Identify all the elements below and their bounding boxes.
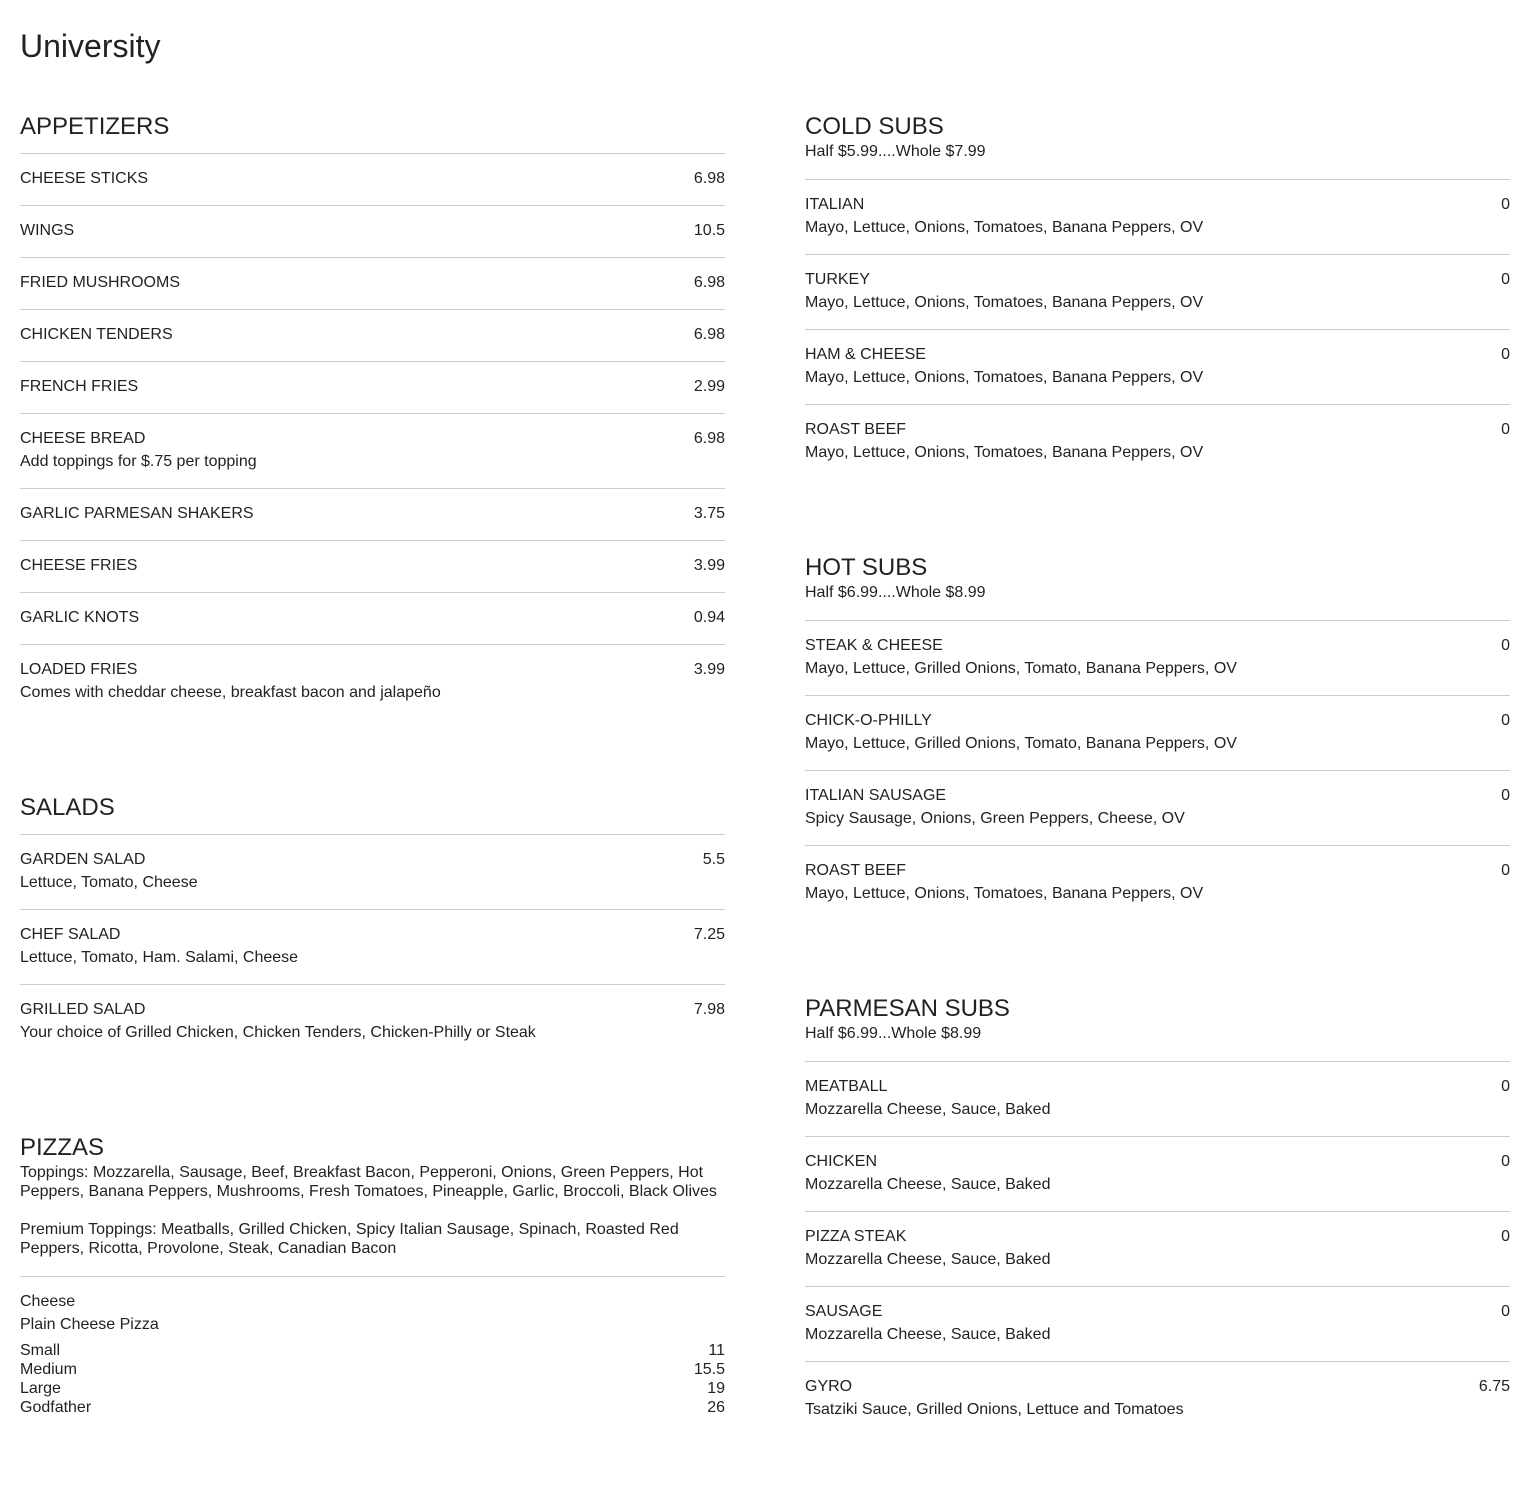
section-note: Half $5.99....Whole $7.99 — [805, 143, 986, 160]
item-price: 0 — [1501, 1078, 1510, 1095]
menu-item-header — [20, 377, 725, 397]
item-name: ITALIAN SAUSAGE — [805, 787, 947, 804]
size-price: 26 — [707, 1399, 725, 1416]
item-price: 0 — [1501, 1153, 1510, 1170]
menu-item-header — [805, 1227, 1510, 1247]
item-description: Lettuce, Tomato, Cheese — [20, 874, 198, 891]
item-price: 0 — [1501, 862, 1510, 879]
item-description: Mayo, Lettuce, Grilled Onions, Tomato, Banana Peppers, OV — [805, 735, 1237, 752]
right-column — [805, 113, 1510, 1511]
menu-item-header — [805, 1377, 1510, 1397]
item-price: 6.75 — [1478, 1378, 1510, 1395]
item-description: Spicy Sausage, Onions, Green Peppers, Cheese, OV — [805, 810, 1185, 827]
item-name: ITALIAN — [805, 196, 865, 213]
item-description: Your choice of Grilled Chicken, Chicken Tenders, Chicken-Philly or Steak — [20, 1024, 536, 1041]
menu-section-parmesan-subs — [805, 995, 1510, 1436]
menu-item — [20, 909, 725, 984]
menu-item-header — [805, 636, 1510, 656]
menu-item-header — [805, 195, 1510, 215]
size-price: 11 — [708, 1342, 725, 1359]
section-description — [805, 1024, 1510, 1043]
section-title: PIZZAS — [20, 1134, 105, 1161]
section-title: SALADS — [20, 794, 115, 821]
size-price: 15.5 — [693, 1361, 725, 1378]
menu-item — [805, 254, 1510, 329]
item-description: Mayo, Lettuce, Onions, Tomatoes, Banana Peppers, OV — [805, 885, 1204, 902]
menu-item — [805, 1211, 1510, 1286]
size-row — [20, 1360, 725, 1379]
item-price: 0 — [1501, 196, 1510, 213]
menu-item-header — [805, 1152, 1510, 1172]
size-label: Small — [20, 1342, 61, 1359]
size-label: Godfather — [20, 1399, 92, 1416]
item-description: Add toppings for $.75 per topping — [20, 453, 257, 470]
menu-item-header — [805, 786, 1510, 806]
section-description — [20, 1163, 725, 1258]
item-price: 3.75 — [693, 505, 725, 522]
menu-item — [20, 644, 725, 719]
item-price: 3.99 — [693, 557, 725, 574]
item-price: 6.98 — [693, 430, 725, 447]
menu-item — [20, 592, 725, 644]
item-name: CHICKEN TENDERS — [20, 326, 173, 343]
item-name: GARDEN SALAD — [20, 851, 146, 868]
menu-item — [20, 309, 725, 361]
section-title: PARMESAN SUBS — [805, 995, 1010, 1022]
section-note: Toppings: Mozzarella, Sausage, Beef, Breakfast Bacon, Pepperoni, Onions, Green Peppers, Hot Peppers, Banana Peppers, Mushrooms, Fresh Tomatoes, Pineapple, Garlic, Broccoli, Black Olives — [20, 1164, 717, 1200]
menu-item — [20, 413, 725, 488]
item-price: 0 — [1501, 787, 1510, 804]
item-price: 0 — [1501, 346, 1510, 363]
item-price: 6.98 — [693, 326, 725, 343]
menu-item — [20, 1276, 725, 1433]
menu-item-header — [20, 429, 725, 449]
menu-item-header — [805, 1077, 1510, 1097]
item-description: Mayo, Lettuce, Onions, Tomatoes, Banana Peppers, OV — [805, 219, 1204, 236]
item-name: CHEESE STICKS — [20, 170, 149, 187]
item-name: LOADED FRIES — [20, 661, 138, 678]
menu-item-header — [20, 850, 725, 870]
item-name: MEATBALL — [805, 1078, 888, 1095]
item-description: Lettuce, Tomato, Ham. Salami, Cheese — [20, 949, 299, 966]
menu-item — [20, 834, 725, 909]
item-name: FRENCH FRIES — [20, 378, 139, 395]
item-name: GARLIC PARMESAN SHAKERS — [20, 505, 254, 522]
item-description: Mayo, Lettuce, Grilled Onions, Tomato, Banana Peppers, OV — [805, 660, 1237, 677]
menu-item-header — [20, 925, 725, 945]
menu-item — [805, 770, 1510, 845]
menu-item — [20, 205, 725, 257]
size-price: 19 — [707, 1380, 725, 1397]
item-description: Plain Cheese Pizza — [20, 1316, 159, 1333]
menu-item — [805, 845, 1510, 920]
menu-section-appetizers — [20, 113, 725, 719]
menu-section-salads — [20, 794, 725, 1059]
item-price: 0 — [1501, 1228, 1510, 1245]
menu-item-header — [20, 660, 725, 680]
item-price: 0 — [1501, 271, 1510, 288]
item-price: 7.25 — [693, 926, 725, 943]
size-row — [20, 1379, 725, 1398]
menu-item-header — [805, 711, 1510, 731]
item-description: Comes with cheddar cheese, breakfast bacon and jalapeño — [20, 684, 441, 701]
section-title: COLD SUBS — [805, 113, 944, 140]
menu-item — [20, 153, 725, 205]
menu-item — [20, 257, 725, 309]
item-name: PIZZA STEAK — [805, 1228, 907, 1245]
menu-item-header — [20, 273, 725, 293]
item-price: 0.94 — [693, 609, 725, 626]
menu-item-header — [805, 1302, 1510, 1322]
item-price: 5.5 — [702, 851, 725, 868]
menu-item-header — [20, 556, 725, 576]
menu-item-header — [20, 221, 725, 241]
menu-item-header — [805, 420, 1510, 440]
item-name: CHEF SALAD — [20, 926, 121, 943]
menu-item-header — [20, 1000, 725, 1020]
item-name: CHICKEN — [805, 1153, 878, 1170]
item-name: GYRO — [805, 1378, 853, 1395]
menu-item — [20, 488, 725, 540]
menu-item — [805, 1136, 1510, 1211]
menu-item — [805, 620, 1510, 695]
menu-item — [805, 1061, 1510, 1136]
item-description: Mozzarella Cheese, Sauce, Baked — [805, 1326, 1051, 1343]
item-description: Mozzarella Cheese, Sauce, Baked — [805, 1176, 1051, 1193]
menu-item — [805, 695, 1510, 770]
menu-item — [20, 984, 725, 1059]
item-description: Mozzarella Cheese, Sauce, Baked — [805, 1101, 1051, 1118]
size-price-list — [20, 1341, 725, 1417]
menu-item — [805, 1361, 1510, 1436]
item-price: 0 — [1501, 421, 1510, 438]
item-name: ROAST BEEF — [805, 862, 907, 879]
page-title: University — [20, 28, 161, 64]
menu-item-header — [20, 1292, 725, 1312]
menu-section-cold-subs — [805, 113, 1510, 479]
item-name: GRILLED SALAD — [20, 1001, 146, 1018]
item-price: 0 — [1501, 712, 1510, 729]
menu-item-header — [20, 608, 725, 628]
item-name: FRIED MUSHROOMS — [20, 274, 180, 291]
menu-section-pizzas — [20, 1134, 725, 1433]
item-name: Cheese — [20, 1293, 76, 1310]
item-price: 7.98 — [693, 1001, 725, 1018]
section-note: Premium Toppings: Meatballs, Grilled Chicken, Spicy Italian Sausage, Spinach, Roasted Red Peppers, Ricotta, Provolone, Steak, Canadian Bacon — [20, 1221, 679, 1257]
menu-item — [805, 179, 1510, 254]
item-name: CHEESE BREAD — [20, 430, 146, 447]
item-price: 0 — [1501, 637, 1510, 654]
section-description — [805, 583, 1510, 602]
section-description — [805, 142, 1510, 161]
menu-item-header — [805, 861, 1510, 881]
menu-item-header — [805, 345, 1510, 365]
menu-section-hot-subs — [805, 554, 1510, 920]
section-note: Half $6.99...Whole $8.99 — [805, 1025, 982, 1042]
item-price: 3.99 — [693, 661, 725, 678]
item-name: ROAST BEEF — [805, 421, 907, 438]
item-name: GARLIC KNOTS — [20, 609, 140, 626]
menu-item-header — [20, 169, 725, 189]
section-title: APPETIZERS — [20, 113, 170, 140]
size-label: Medium — [20, 1361, 77, 1378]
section-title: HOT SUBS — [805, 554, 928, 581]
item-description: Mayo, Lettuce, Onions, Tomatoes, Banana Peppers, OV — [805, 369, 1204, 386]
size-row — [20, 1341, 725, 1360]
size-row — [20, 1398, 725, 1417]
menu-item — [805, 1286, 1510, 1361]
menu-item-header — [805, 270, 1510, 290]
item-description: Tsatziki Sauce, Grilled Onions, Lettuce and Tomatoes — [805, 1401, 1184, 1418]
item-name: HAM & CHEESE — [805, 346, 926, 363]
size-label: Large — [20, 1380, 61, 1397]
left-column — [20, 113, 725, 1508]
menu-item — [20, 540, 725, 592]
section-note: Half $6.99....Whole $8.99 — [805, 584, 986, 601]
menu-item-header — [20, 504, 725, 524]
item-name: SAUSAGE — [805, 1303, 883, 1320]
item-price: 6.98 — [693, 274, 725, 291]
menu-item — [805, 404, 1510, 479]
item-price: 0 — [1501, 1303, 1510, 1320]
item-description: Mozzarella Cheese, Sauce, Baked — [805, 1251, 1051, 1268]
item-name: TURKEY — [805, 271, 870, 288]
menu-item-header — [20, 325, 725, 345]
item-name: CHICK-O-PHILLY — [805, 712, 932, 729]
item-price: 2.99 — [693, 378, 725, 395]
item-description: Mayo, Lettuce, Onions, Tomatoes, Banana Peppers, OV — [805, 444, 1204, 461]
menu-item — [20, 361, 725, 413]
item-price: 10.5 — [693, 222, 725, 239]
item-description: Mayo, Lettuce, Onions, Tomatoes, Banana Peppers, OV — [805, 294, 1204, 311]
menu-item — [805, 329, 1510, 404]
item-name: CHEESE FRIES — [20, 557, 138, 574]
item-name: WINGS — [20, 222, 75, 239]
item-price: 6.98 — [693, 170, 725, 187]
item-name: STEAK & CHEESE — [805, 637, 943, 654]
